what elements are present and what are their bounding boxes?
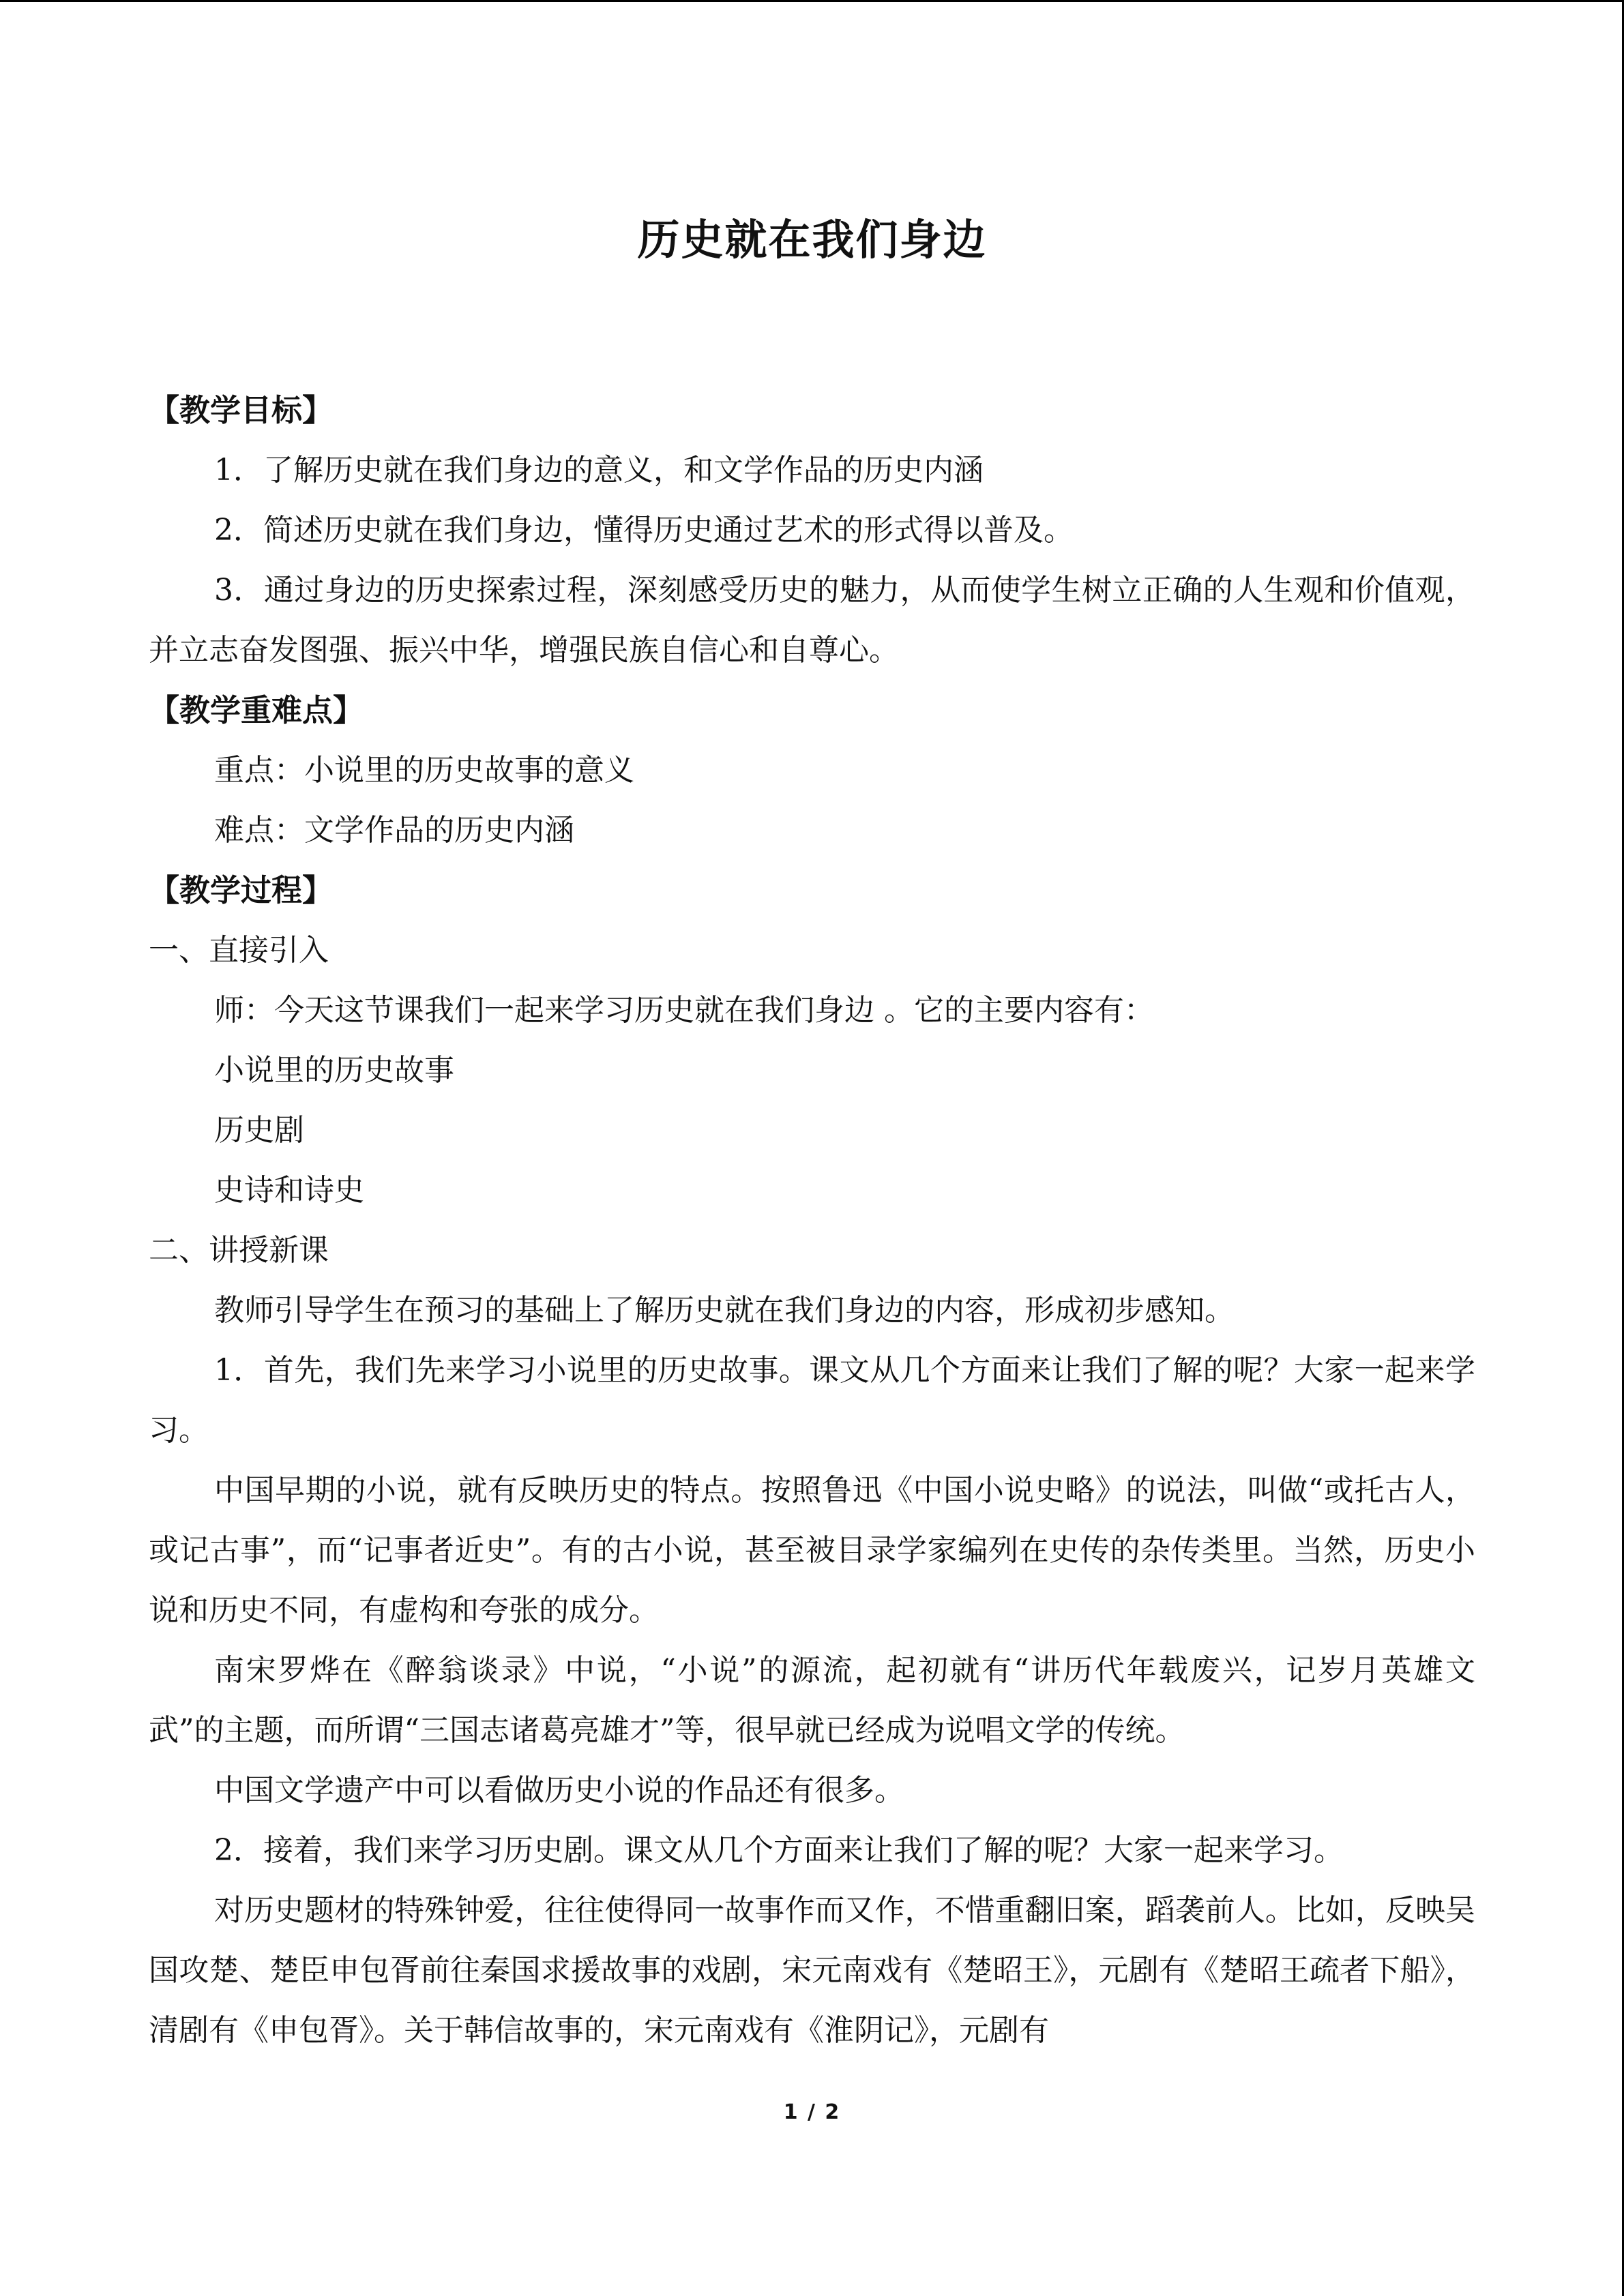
step-2-paragraph: 2．接着，我们来学习历史剧。课文从几个方面来让我们了解的呢？大家一起来学习。 xyxy=(214,1833,1344,1868)
intro-line: 师：今天这节课我们一起来学习历史就在我们身边 。它的主要内容有： xyxy=(214,993,1154,1028)
goal-item-1: 1．了解历史就在我们身边的意义，和文学作品的历史内涵 xyxy=(214,453,984,488)
section-heading-key-points: 【教学重难点】 xyxy=(149,692,364,728)
novel-paragraph: 中国早期的小说，就有反映历史的特点。按照鲁迅《中国小说史略》的说法，叫做“或托古人，或记古事”，而“记事者近史”。有的古小说，甚至被目录学家编列在史传的杂传类里。当然，历史小说和历史不同，有虚构和夸张的成分。 xyxy=(149,1473,1475,1628)
page-indicator: 1 / 2 xyxy=(783,2100,841,2124)
document-body xyxy=(149,381,1475,2061)
drama-paragraph: 对历史题材的特殊钟爱，往往使得同一故事作而又作，不惜重翻旧案，蹈袭前人。比如，反映吴国攻楚、楚臣申包胥前往秦国求援故事的戏剧，宋元南戏有《楚昭王》，元剧有《楚昭王疏者下船》，清剧有《申包胥》。关于韩信故事的，宋元南戏有《淮阴记》，元剧有 xyxy=(149,1893,1475,2048)
difficult-point: 难点：文学作品的历史内涵 xyxy=(214,813,574,848)
goal-item-3: 3．通过身边的历史探索过程，深刻感受历史的魅力，从而使学生树立正确的人生观和价值观，并立志奋发图强、振兴中华，增强民族自信心和自尊心。 xyxy=(149,573,1475,668)
topic-item-1: 小说里的历史故事 xyxy=(214,1053,454,1088)
song-dynasty-paragraph: 南宋罗烨在《醉翁谈录》中说，“小说”的源流，起初就有“讲历代年载废兴，记岁月英雄文武”的主题，而所谓“三国志诸葛亮雄才”等，很早就已经成为说唱文学的传统。 xyxy=(149,1653,1475,1748)
guide-line: 教师引导学生在预习的基础上了解历史就在我们身边的内容，形成初步感知。 xyxy=(214,1293,1235,1328)
key-point: 重点：小说里的历史故事的意义 xyxy=(214,753,634,788)
topic-item-3: 史诗和诗史 xyxy=(214,1173,364,1208)
topic-item-2: 历史剧 xyxy=(214,1113,304,1148)
step-1-paragraph: 1．首先，我们先来学习小说里的历史故事。课文从几个方面来让我们了解的呢？大家一起来学习。 xyxy=(149,1353,1475,1448)
document-title: 历史就在我们身边 xyxy=(637,215,987,265)
heritage-paragraph: 中国文学遗产中可以看做历史小说的作品还有很多。 xyxy=(214,1773,904,1808)
goal-item-2: 2．简述历史就在我们身边，懂得历史通过艺术的形式得以普及。 xyxy=(214,513,1074,548)
page-top-border xyxy=(0,0,1624,2)
section-heading-goals: 【教学目标】 xyxy=(149,392,334,428)
part-1-heading: 一、直接引入 xyxy=(149,933,329,968)
part-2-heading: 二、讲授新课 xyxy=(149,1233,329,1268)
section-heading-process: 【教学过程】 xyxy=(149,872,334,908)
